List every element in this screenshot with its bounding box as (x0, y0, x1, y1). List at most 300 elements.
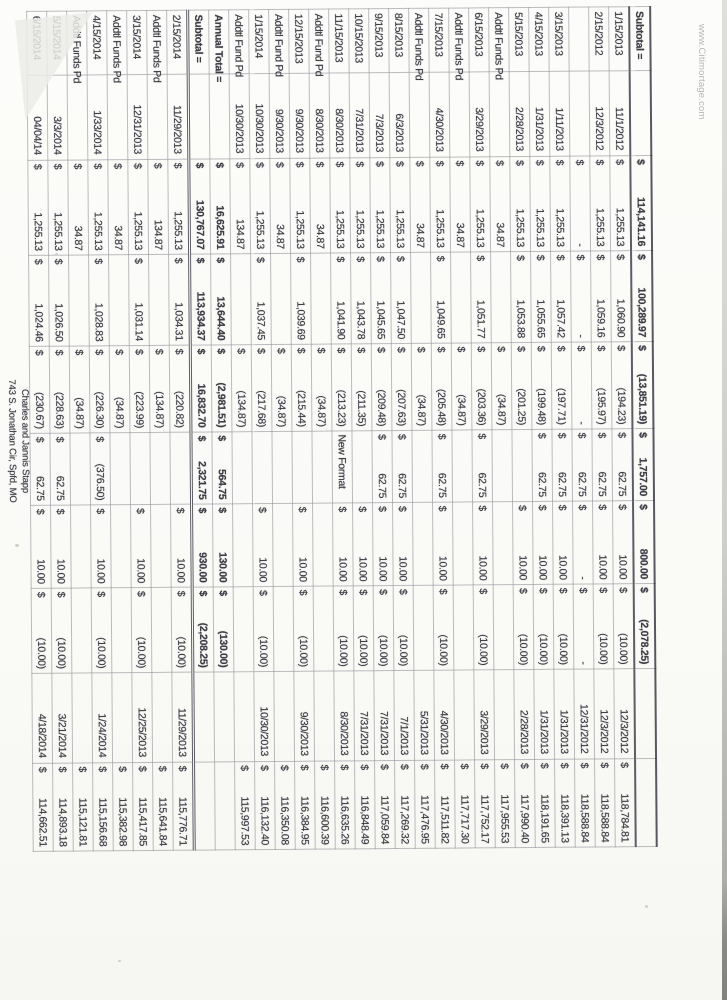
cell-fee-credit: $ (10.00) (553, 584, 574, 669)
cell-applied (311, 253, 332, 344)
cell-payment: $ 34.87 (310, 158, 331, 253)
cell-applied (149, 254, 170, 345)
cell-effective-date: 12/3/2012 (594, 669, 615, 759)
cell-effective-date: 10/30/2013 (254, 671, 275, 761)
cell-label: 7/15/2013 (429, 8, 450, 72)
cell-balance: $ 115,417.85 (133, 762, 154, 850)
cell-escrow: $ 2,321.75 (191, 432, 213, 504)
cell-payment: $ 1,255.13 (370, 158, 391, 253)
cell-balance: $ 116,384.95 (295, 761, 316, 849)
cell-principal: $ (209.48) (371, 344, 392, 431)
cell-principal: $ (211.35) (351, 344, 372, 431)
cell-payment: $ 114,141.16 (630, 156, 652, 251)
cell-escrow: $ 62.75 (432, 430, 453, 502)
cell-applied (451, 252, 472, 343)
cell-label: Addtl Funds Pd (147, 10, 168, 74)
cell-balance: $ 118,391.13 (555, 759, 576, 847)
cell-fee: $ 800.00 (633, 501, 655, 584)
cell-fee: $ 10.00 (333, 503, 354, 586)
cell-escrow (70, 433, 91, 505)
cell-escrow: $ (376.50) (90, 433, 111, 505)
cell-posted-date: 6/3/2013 (389, 72, 410, 157)
cell-escrow (252, 432, 273, 504)
cell-posted-date: 4/30/2013 (429, 72, 450, 157)
cell-escrow (232, 432, 253, 504)
cell-escrow: New Format (332, 431, 353, 503)
cell-principal: $ (203.36) (471, 343, 492, 430)
cell-principal: $ (34.87) (311, 344, 332, 431)
cell-fee-credit: $ (10.00) (253, 586, 274, 671)
cell-payment: $ 1,255.13 (390, 157, 411, 252)
cell-fee-credit: $ (130.00) (213, 587, 234, 672)
cell-fee (453, 502, 474, 585)
cell-applied: $ 1,047.50 (391, 252, 412, 343)
amortization-table-body (27, 7, 657, 852)
cell-principal: $ (215.44) (291, 344, 312, 431)
cell-label: 4/15/2014 (87, 11, 108, 75)
cell-escrow: $ 1,757.00 (632, 429, 654, 501)
cell-escrow: $ 62.75 (572, 429, 593, 501)
cell-fee-credit: $ (10.00) (373, 586, 394, 671)
cell-posted-date (147, 74, 168, 159)
cell-fee-credit: $ (10.00) (353, 586, 374, 671)
cell-fee-credit: $ (10.00) (131, 587, 152, 672)
cell-posted-date: 3/29/2013 (469, 72, 490, 157)
cell-escrow: $ 62.75 (592, 429, 613, 501)
amortization-table (26, 6, 658, 852)
cell-applied: $ 1,039.69 (291, 253, 312, 344)
cell-fee: $ 10.00 (293, 503, 314, 586)
cell-applied: $ 1,049.65 (431, 252, 452, 343)
cell-effective-date (634, 668, 656, 758)
cell-fee: $ 10.00 (171, 504, 193, 587)
cell-applied: $ 1,045.65 (371, 253, 392, 344)
cell-label: 9/15/2013 (369, 9, 390, 73)
cell-posted-date: 10/30/2013 (249, 74, 270, 159)
cell-fee (233, 504, 254, 587)
cell-principal: $ (207.63) (391, 343, 412, 430)
cell-fee-credit: $ (10.00) (333, 586, 354, 671)
cell-escrow (130, 432, 151, 504)
cell-balance: $ 118,191.65 (535, 759, 556, 847)
cell-escrow: $ 62.75 (532, 429, 553, 501)
cell-effective-date: 3/29/2013 (474, 670, 495, 760)
cell-applied (271, 253, 292, 344)
cell-posted-date: 04/04/14 (27, 75, 48, 160)
cell-balance: $ 117,752.17 (475, 760, 496, 848)
cell-posted-date: 11/29/2013 (167, 74, 189, 159)
cell-payment: $ 34.87 (490, 157, 511, 252)
cell-effective-date: 5/31/2013 (414, 670, 435, 760)
cell-applied (491, 252, 512, 343)
cell-effective-date (454, 670, 475, 760)
cell-effective-date (152, 672, 173, 762)
cell-effective-date: 1/24/2014 (92, 673, 113, 763)
cell-applied: $ 1,059.16 (591, 251, 612, 342)
cell-balance: $ 117,476.95 (415, 760, 436, 848)
cell-applied: $ 1,028.83 (89, 255, 110, 346)
borrower-name: Charles and Jannis Stapp (19, 388, 31, 493)
cell-posted-date: 1/11/2013 (549, 71, 570, 156)
print-header-url: www.Citimortage.com (696, 24, 707, 120)
cell-payment: $ 1,255.13 (290, 158, 311, 253)
cell-effective-date: 8/30/2013 (334, 671, 355, 761)
cell-escrow (170, 432, 192, 504)
cell-fee-credit: $ (10.00) (171, 587, 193, 672)
cell-applied: $ 13,644.40 (211, 254, 232, 345)
cell-fee-credit (313, 586, 334, 671)
cell-applied: $ 1,037.45 (251, 254, 272, 345)
cell-payment: $ 130,767.07 (189, 159, 211, 254)
cell-balance: $ 118,588.84 (575, 759, 596, 847)
cell-posted-date: 8/30/2013 (309, 73, 330, 158)
cell-effective-date: 1/31/2013 (554, 669, 575, 759)
cell-fee-credit: $ (10.00) (51, 588, 72, 673)
cell-payment: $ 1,255.13 (48, 160, 69, 255)
cell-fee: $ 10.00 (473, 502, 494, 585)
cell-applied: $ 113,934.37 (190, 254, 212, 345)
cell-label: Addtl Fund Pd (229, 10, 250, 74)
cell-fee (313, 503, 334, 586)
cell-balance: $ 118,588.84 (595, 759, 616, 847)
cell-payment: $ 134.87 (148, 159, 169, 254)
cell-balance: $ 115,121.81 (73, 763, 94, 851)
cell-label: Addtl Funds Pd (67, 11, 88, 75)
cell-posted-date: 9/30/2013 (269, 73, 290, 158)
cell-posted-date: 12/3/2012 (589, 71, 610, 156)
cell-effective-date: 12/25/2013 (132, 672, 153, 762)
cell-balance: $ 115,382.98 (113, 763, 134, 851)
cell-effective-date (314, 671, 335, 761)
cell-posted-date: 7/3/2013 (369, 73, 390, 158)
cell-escrow (452, 430, 473, 502)
cell-fee (493, 502, 514, 585)
cell-payment: $ 1,255.13 (128, 159, 149, 254)
cell-fee: $ 10.00 (593, 501, 614, 584)
cell-applied: $ 1,053.88 (511, 251, 532, 342)
scan-speck-artifact (118, 960, 121, 962)
cell-posted-date (188, 74, 210, 159)
cell-balance: $ 117,059.84 (375, 761, 396, 849)
cell-fee-credit (111, 588, 132, 673)
cell-label: 3/15/2014 (127, 10, 148, 74)
cell-applied (411, 252, 432, 343)
cell-applied: $ 1,060.90 (611, 251, 632, 342)
cell-fee-credit: $ (10.00) (533, 584, 554, 669)
cell-effective-date: 12/3/2012 (614, 669, 635, 759)
cell-principal: $ (197.71) (551, 342, 572, 429)
scan-edge-shadow-artifact (722, 0, 727, 1000)
cell-balance (635, 758, 657, 846)
cell-payment: $ 1,255.13 (590, 156, 611, 251)
cell-escrow (272, 431, 293, 503)
cell-label: Subtotal = (188, 10, 210, 74)
cell-fee-credit: $ (10.00) (31, 588, 52, 673)
cell-applied: $ 1,055.65 (531, 251, 552, 342)
cell-label: 8/15/2013 (389, 8, 410, 72)
cell-posted-date (569, 71, 590, 156)
cell-principal: $ (13,851.19) (632, 342, 654, 429)
cell-balance: $ 117,717.30 (455, 760, 476, 848)
cell-posted-date (209, 74, 230, 159)
cell-label (569, 7, 590, 71)
scan-speck-artifact (55, 253, 58, 256)
cell-fee-credit: $ (10.00) (513, 584, 534, 669)
cell-fee-credit: $ (2,208.25) (192, 587, 214, 672)
cell-posted-date: 11/1/2012 (609, 71, 630, 156)
cell-fee: $ 10.00 (533, 501, 554, 584)
cell-fee: $ 10.00 (513, 501, 534, 584)
cell-fee-credit (273, 586, 294, 671)
cell-escrow: $ 62.75 (552, 429, 573, 501)
cell-principal: $ (199.48) (531, 342, 552, 429)
cell-label: Addtl Funds Pd (107, 11, 128, 75)
cell-fee (413, 502, 434, 585)
cell-label: 2/15/2012 (589, 7, 610, 71)
cell-balance: $ 117,990.40 (515, 759, 536, 847)
cell-effective-date: 7/1/2013 (394, 670, 415, 760)
cell-payment: $ - (570, 156, 591, 251)
cell-payment: $ 1,255.13 (350, 158, 371, 253)
cell-label: 3/15/2013 (549, 7, 570, 71)
cell-effective-date: 9/30/2013 (294, 671, 315, 761)
cell-balance: $ 115,997.53 (235, 762, 256, 850)
cell-fee-credit (413, 585, 434, 670)
cell-fee-credit: $ (10.00) (91, 588, 112, 673)
cell-principal: $ (34.87) (451, 343, 472, 430)
cell-label: Annual Total = (209, 10, 230, 74)
cell-fee-credit: $ (10.00) (593, 584, 614, 669)
cell-balance: $ 116,132.40 (255, 761, 276, 849)
cell-payment: $ 1,255.13 (470, 157, 491, 252)
cell-fee: $ 10.00 (91, 505, 112, 588)
cell-fee (71, 505, 92, 588)
cell-payment: $ 34.87 (270, 158, 291, 253)
cell-escrow (150, 432, 171, 504)
cell-payment: $ 1,255.13 (510, 156, 531, 251)
scan-corner-shadow-artifact (15, 12, 103, 120)
cell-effective-date: 11/29/2013 (172, 672, 194, 762)
cell-label: 10/15/2013 (349, 9, 370, 73)
cell-effective-date: 3/21/2014 (52, 673, 73, 763)
cell-label: 1/15/2014 (249, 10, 270, 74)
cell-balance: $ 115,156.68 (93, 763, 114, 851)
cell-escrow: $ 62.75 (30, 433, 51, 505)
cell-fee: $ 10.00 (31, 505, 52, 588)
cell-payment: $ 34.87 (108, 160, 129, 255)
cell-payment: $ 34.87 (68, 160, 89, 255)
cell-principal: $ (194.23) (611, 342, 632, 429)
cell-effective-date: 1/31/2013 (534, 669, 555, 759)
borrower-address: 743 S. Jonathan Cir, Spfd, MO (6, 379, 19, 503)
cell-applied: $ 1,034.31 (169, 254, 191, 345)
cell-balance: $ 116,635.26 (335, 761, 356, 849)
cell-fee (273, 503, 294, 586)
cell-principal: $ (205.48) (431, 343, 452, 430)
cell-payment: $ 1,255.13 (610, 156, 631, 251)
cell-posted-date: 2/28/2013 (509, 71, 530, 156)
cell-applied: $ 1,026.50 (49, 255, 70, 346)
cell-balance: $ 115,776.71 (173, 762, 195, 850)
borrower-footer (5, 371, 31, 511)
cell-balance: $ 114,662.51 (33, 763, 54, 851)
cell-fee (151, 504, 172, 587)
cell-fee-credit: $ (10.00) (393, 585, 414, 670)
cell-effective-date: 2/28/2013 (514, 669, 535, 759)
cell-label: Subtotal = (629, 7, 651, 71)
cell-payment: $ 1,255.13 (430, 157, 451, 252)
cell-fee: $ 130.00 (213, 504, 234, 587)
cell-payment: $ 1,255.13 (330, 158, 351, 253)
cell-fee-credit (233, 587, 254, 672)
cell-applied: $ 1,051.77 (471, 252, 492, 343)
cell-balance: $ 116,600.39 (315, 761, 336, 849)
cell-payment: $ 134.87 (230, 159, 251, 254)
cell-effective-date (112, 673, 133, 763)
cell-principal: $ - (571, 342, 592, 429)
cell-payment: $ 1,255.13 (250, 159, 271, 254)
cell-fee: $ 10.00 (373, 503, 394, 586)
cell-applied (69, 255, 90, 346)
cell-principal: $ (230.67) (29, 346, 50, 433)
cell-fee-credit: $ (10.00) (473, 585, 494, 670)
cell-balance: $ 117,511.82 (435, 760, 456, 848)
cell-payment: $ 1,255.13 (28, 160, 49, 255)
cell-fee-credit: $ (10.00) (293, 586, 314, 671)
cell-balance: $ 115,641.84 (153, 762, 174, 850)
cell-escrow: $ 62.75 (50, 433, 71, 505)
cell-effective-date: 7/31/2013 (374, 671, 395, 761)
cell-balance: $ 114,893.18 (53, 763, 74, 851)
cell-fee-credit: $ (2,078.25) (634, 584, 656, 669)
cell-effective-date (72, 673, 93, 763)
cell-principal: $ (34.87) (271, 344, 292, 431)
cell-label: Addtl Fund Pd (309, 9, 330, 73)
cell-label: 5/15/2013 (509, 7, 530, 71)
cell-payment: $ 16,625.91 (210, 159, 231, 254)
cell-label: Addtl Funds Pd (449, 8, 470, 72)
cell-fee: $ 10.00 (553, 501, 574, 584)
cell-payment: $ 1,255.13 (88, 160, 109, 255)
cell-payment: $ 34.87 (410, 157, 431, 252)
cell-applied (109, 255, 130, 346)
cell-fee: $ 10.00 (393, 502, 414, 585)
cell-applied: $ 1,043.78 (351, 253, 372, 344)
cell-posted-date: 3/3/2014 (47, 75, 68, 160)
cell-payment: $ 34.87 (450, 157, 471, 252)
cell-principal: $ 16,832.70 (190, 345, 212, 432)
cell-effective-date (193, 672, 215, 762)
cell-fee-credit: $ (10.00) (433, 585, 454, 670)
cell-applied: $ 1,031.14 (129, 254, 150, 345)
cell-label: 4/15/2013 (529, 7, 550, 71)
cell-applied: $ 1,057.42 (551, 251, 572, 342)
cell-fee-credit (493, 585, 514, 670)
cell-principal: $ (34.87) (69, 346, 90, 433)
cell-fee-credit (71, 588, 92, 673)
cell-fee-credit: $ (10.00) (613, 584, 634, 669)
cell-label: 11/15/2013 (329, 9, 350, 73)
cell-escrow (292, 431, 313, 503)
cell-payment: $ 1,255.13 (550, 156, 571, 251)
cell-balance: $ 116,848.49 (355, 761, 376, 849)
cell-payment: $ 1,255.13 (530, 156, 551, 251)
cell-escrow: $ 62.75 (612, 429, 633, 501)
cell-principal: $ (201.25) (511, 342, 532, 429)
cell-posted-date (630, 71, 652, 156)
cell-posted-date (449, 72, 470, 157)
cell-effective-date: 7/31/2013 (354, 671, 375, 761)
cell-principal: $ (217.68) (251, 345, 272, 432)
cell-posted-date (409, 72, 430, 157)
cell-fee-credit: $ - (573, 584, 594, 669)
cell-principal: $ (223.99) (129, 345, 150, 432)
cell-escrow (110, 433, 131, 505)
cell-fee: $ 10.00 (51, 505, 72, 588)
cell-fee: $ 10.00 (613, 501, 634, 584)
cell-escrow: $ 62.75 (472, 430, 493, 502)
cell-balance: $ 117,269.32 (395, 760, 416, 848)
cell-label: Addtl Funds Pd (489, 8, 510, 72)
cell-posted-date: 8/30/2013 (329, 73, 350, 158)
cell-applied: $ 1,041.90 (331, 253, 352, 344)
cell-posted-date (107, 75, 128, 160)
cell-escrow: $ 564.75 (212, 432, 233, 504)
cell-label: 5/15/2014 (47, 11, 68, 75)
cell-escrow (412, 430, 433, 502)
cell-effective-date (274, 671, 295, 761)
cell-escrow (492, 430, 513, 502)
cell-effective-date: 4/30/2013 (434, 670, 455, 760)
cell-posted-date: 12/31/2013 (127, 74, 148, 159)
cell-escrow (352, 431, 373, 503)
cell-balance: $ 118,784.81 (615, 759, 636, 847)
cell-effective-date (234, 672, 255, 762)
cell-label: 12/15/2013 (289, 9, 310, 73)
cell-effective-date (214, 672, 235, 762)
cell-label: Addtl Funds Pd (409, 8, 430, 72)
cell-principal: $ (220.82) (169, 345, 191, 432)
cell-applied: $ 1,024.46 (29, 255, 50, 346)
cell-fee (111, 505, 132, 588)
cell-principal: $ (226.30) (89, 346, 110, 433)
cell-principal: $ (2,981.51) (211, 345, 232, 432)
cell-applied: $ 100,289.97 (631, 251, 653, 342)
cell-principal: $ (34.87) (109, 346, 130, 433)
cell-label: 2/15/2014 (167, 10, 189, 74)
cell-effective-date: 4/18/2014 (32, 673, 53, 763)
cell-principal: $ (213.23) (331, 344, 352, 431)
cell-applied: $ - (571, 251, 592, 342)
cell-fee: $ 10.00 (131, 504, 152, 587)
cell-fee: $ 10.00 (253, 504, 274, 587)
cell-principal: $ (34.87) (491, 343, 512, 430)
cell-posted-date (489, 72, 510, 157)
cell-label: Addtl Fund Pd (269, 9, 290, 73)
cell-balance: $ 116,350.08 (275, 761, 296, 849)
cell-fee-credit (453, 585, 474, 670)
cell-posted-date: 1/33/2014 (87, 75, 108, 160)
cell-fee: $ 930.00 (192, 504, 214, 587)
cell-applied (231, 254, 252, 345)
cell-posted-date: 10/30/2013 (229, 74, 250, 159)
cell-escrow (512, 429, 533, 501)
cell-label: 1/15/2013 (609, 7, 630, 71)
cell-escrow (312, 431, 333, 503)
cell-fee: $ 10.00 (433, 502, 454, 585)
cell-principal: $ (228.63) (49, 346, 70, 433)
cell-effective-date (494, 670, 515, 760)
